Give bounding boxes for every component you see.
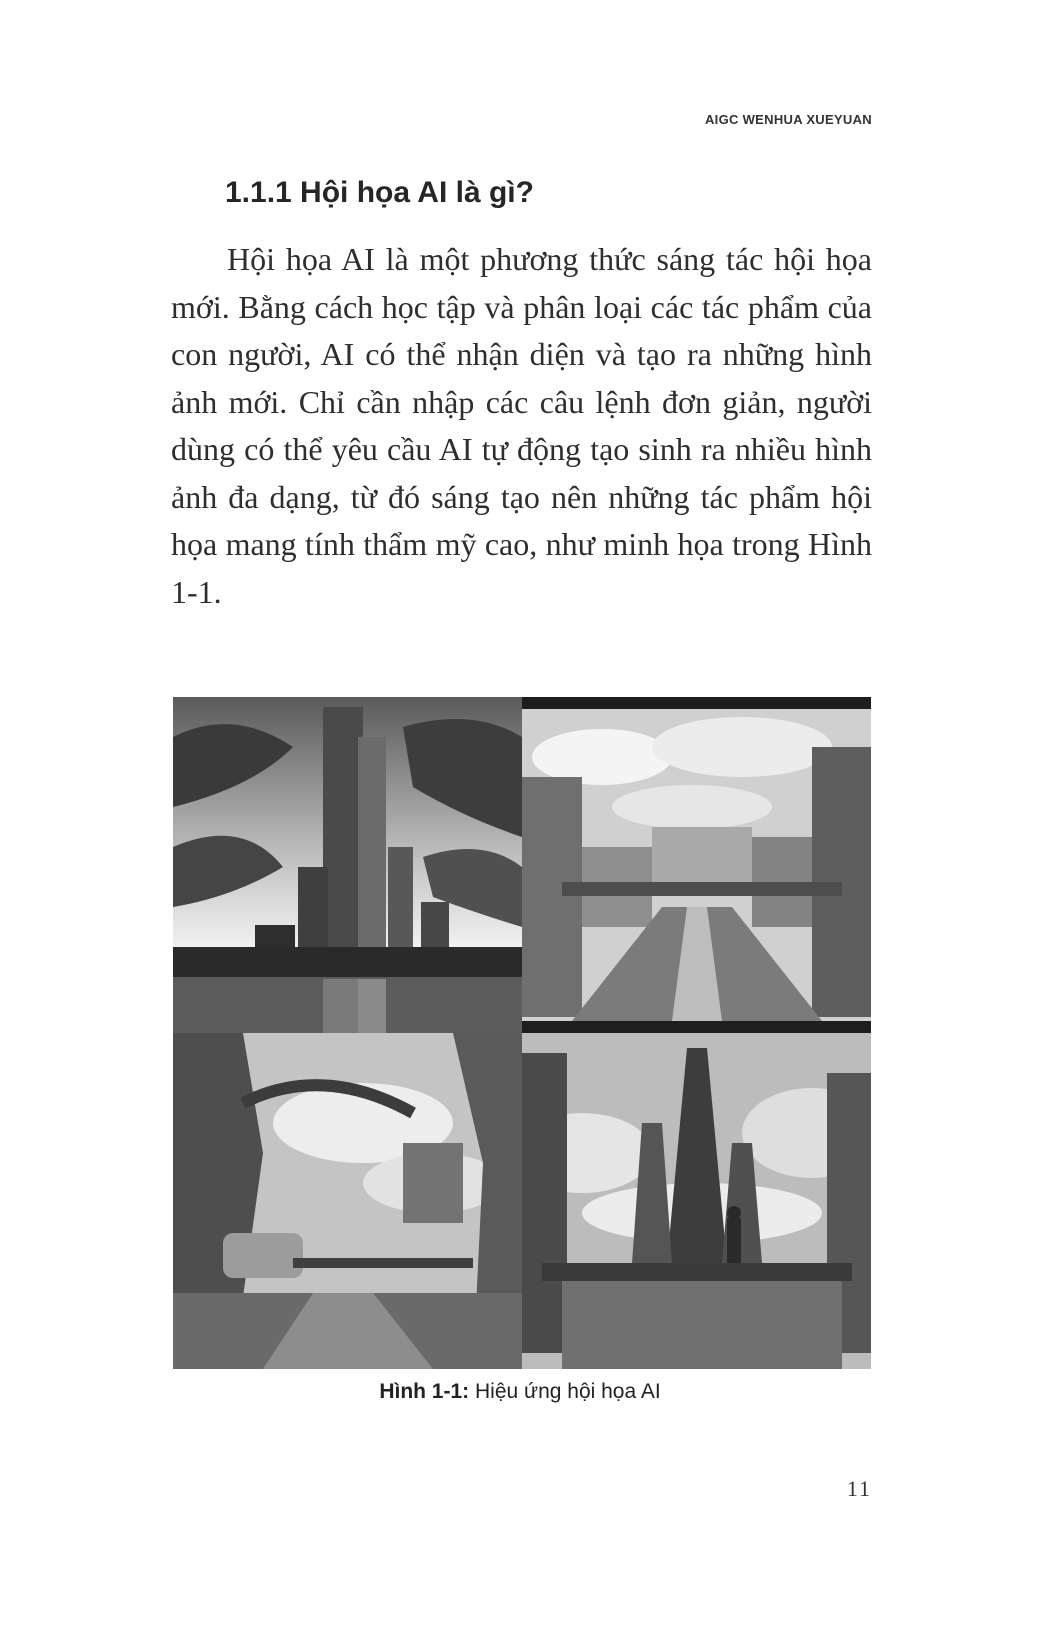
figure-ai-paintings — [173, 697, 871, 1369]
figure-caption-text: Hiệu ứng hội họa AI — [469, 1380, 661, 1403]
figure-panel-skyscraper-city — [173, 697, 522, 1033]
body-paragraph: Hội họa AI là một phương thức sáng tác hội họa mới. Bằng cách học tập và phân loại các tác phẩm của con người, AI có thể nhận diện và tạo ra những hình ảnh mới. Chỉ cần nhập các câu lệnh đơn giản, người dùng có thể yêu cầu AI tự động tạo sinh ra nhiều hình ảnh đa dạng, từ đó sáng tạo nên những tác phẩm hội họa mang tính thẩm mỹ cao, như minh họa trong Hình 1-1. — [171, 241, 872, 610]
figure-panel-spire-figure — [522, 1033, 871, 1369]
figure-caption — [0, 1380, 1040, 1404]
section-heading: 1.1.1 Hội họa AI là gì? — [225, 176, 534, 209]
figure-caption-label: Hình 1-1: — [379, 1380, 470, 1403]
page-number: 11 — [846, 1476, 872, 1501]
running-header: AIGC WENHUA XUEYUAN — [704, 112, 872, 127]
figure-panel-overgrown-structures — [173, 1033, 522, 1369]
figure-panel-railway-city — [522, 697, 871, 1033]
